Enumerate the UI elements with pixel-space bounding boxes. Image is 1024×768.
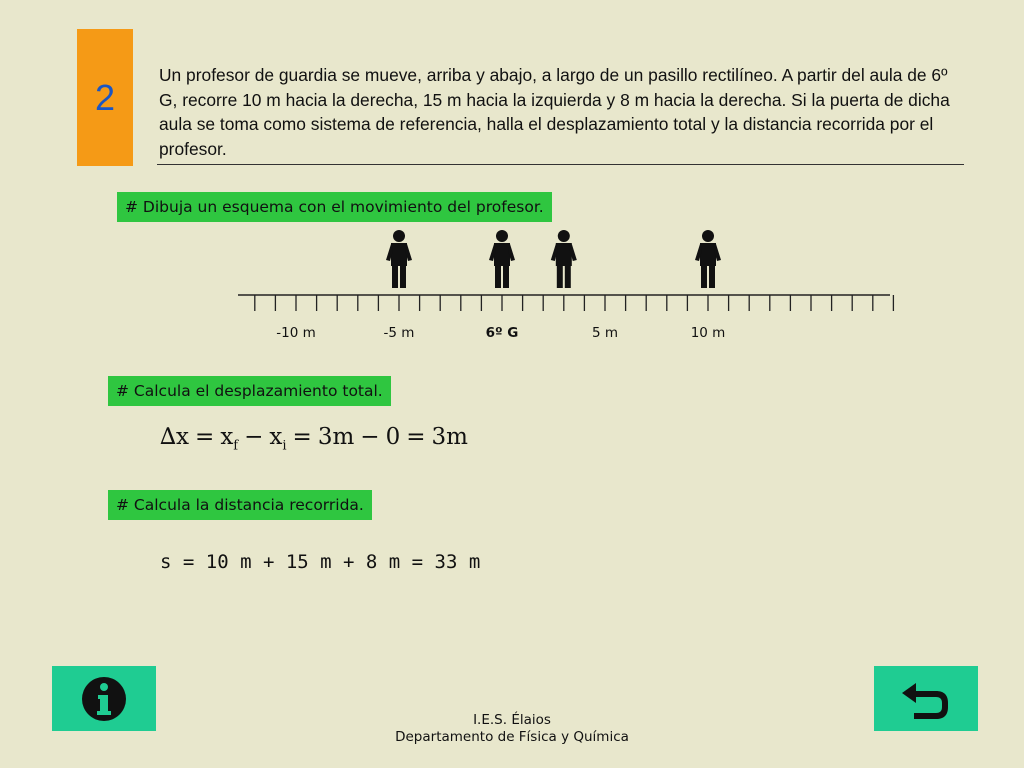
department-name: Departamento de Física y Química <box>395 729 629 745</box>
task-distance: # Calcula la distancia recorrida. <box>108 490 372 520</box>
professor-figure-icon <box>386 230 412 288</box>
axis-label-minus-5: -5 m <box>383 325 415 341</box>
subscript-i: i <box>282 438 287 454</box>
equals-sign: = <box>292 424 312 450</box>
x-initial: x <box>269 424 283 450</box>
professor-figure-icon <box>489 230 515 288</box>
initial-position-value: 0 <box>385 424 401 450</box>
motion-diagram <box>0 0 1024 360</box>
final-position-value: 3m <box>317 424 355 450</box>
exercise-statement: Un profesor de guardia se mueve, arriba y abajo, a largo de un pasillo rectilíneo. A partir del aula de 6º G, recorre 10 m hacia la derecha, 15 m hacia la izquierda y 8 m hacia la derecha. Si la puerta de dicha aula se toma como sistema de referencia, halla el desplazamiento total y la distancia recorrida por el profesor. <box>159 65 950 159</box>
professor-figure-icon <box>695 230 721 288</box>
x-final: x <box>220 424 234 450</box>
footer <box>0 712 1024 746</box>
minus-sign: − <box>360 424 380 450</box>
distance-formula: s = 10 m + 15 m + 8 m = 33 m <box>160 551 481 573</box>
equals-sign: = <box>195 424 215 450</box>
school-name: I.E.S. Élaios <box>473 712 551 728</box>
axis-ticks <box>255 295 894 311</box>
displacement-formula <box>160 424 468 454</box>
minus-sign: − <box>244 424 264 450</box>
task-draw-scheme: # Dibuja un esquema con el movimiento del profesor. <box>117 192 552 222</box>
exercise-number: 2 <box>94 76 116 118</box>
equals-sign: = <box>406 424 426 450</box>
subscript-f: f <box>233 438 239 454</box>
axis-label-origin: 6º G <box>485 325 519 341</box>
axis-label-10: 10 m <box>690 325 726 341</box>
displacement-result: 3m <box>431 424 468 450</box>
professor-figure-icon <box>551 230 577 288</box>
axis-label-minus-10: -10 m <box>276 325 316 341</box>
task-displacement: # Calcula el desplazamiento total. <box>108 376 391 406</box>
delta-x: ∆x <box>160 424 190 450</box>
professor-figures <box>386 230 721 288</box>
axis-label-5: 5 m <box>591 325 619 341</box>
